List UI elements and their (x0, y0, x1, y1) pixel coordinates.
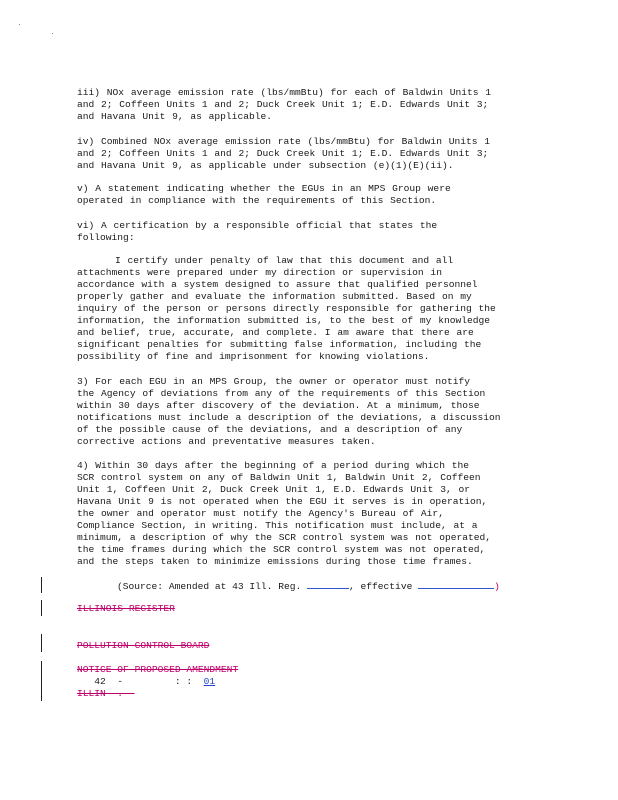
text-line: within 30 days after discovery of the deviation. At a minimum, those (77, 400, 480, 411)
revision-bar (41, 634, 42, 652)
struck-header-board: POLLUTION CONTROL BOARD (77, 640, 210, 651)
notice-fragment (77, 676, 215, 688)
effective-label: , effective (349, 581, 413, 592)
text-line: and 2; Coffeen Units 1 and 2; Duck Creek Unit 1; E.D. Edwards Unit 3; (77, 99, 489, 110)
text-line: I certify under penalty of law that this document and all (115, 255, 454, 266)
scan-speck (19, 24, 20, 25)
text-line: Unit 1, Coffeen Unit 2, Duck Creek Unit 1, E.D. Edwards Unit 3, or (77, 484, 470, 495)
text-line: the Agency of deviations from any of the requirements of this Section (77, 388, 486, 399)
text-line: v) A statement indicating whether the EGUs in an MPS Group were (77, 183, 451, 194)
notice-fragment-text: 42 - : : (77, 676, 204, 687)
text-line: the owner and operator must notify the Agency's Bureau of Air, (77, 508, 444, 519)
text-line: properly gather and evaluate the information submitted. Based on my (77, 291, 472, 302)
text-line: and Havana Unit 9, as applicable under subsection (e)(1)(E)(ii). (77, 160, 454, 171)
text-line: Havana Unit 9 is not operated when the EGU it serves is in operation, (77, 496, 488, 507)
text-line: and Havana Unit 9, as applicable. (77, 111, 272, 122)
revision-bar (41, 600, 42, 616)
text-line: attachments were prepared under my direction or supervision in (77, 267, 442, 278)
text-line: significant penalties for submitting false information, including the (77, 339, 482, 350)
text-line: and belief, true, accurate, and complete. I am aware that there are (77, 327, 474, 338)
notice-fragment-blue: 01 (203, 676, 216, 687)
text-line: corrective actions and preventative measures taken. (77, 436, 376, 447)
text-line: inquiry of the person or persons directly responsible for gathering the (77, 303, 496, 314)
para-v (77, 183, 539, 207)
certification-statement (77, 255, 539, 363)
source-label: (Source: Amended at 43 Ill. Reg. (117, 581, 302, 592)
text-line: iv) Combined NOx average emission rate (lbs/mmBtu) for Baldwin Units 1 (77, 136, 491, 147)
text-line: of the possible cause of the deviations, and a description of any (77, 424, 463, 435)
text-line: minimum, a description of why the SCR control system was not operated, (77, 532, 492, 543)
text-line: and the steps taken to minimize emissions during those time frames. (77, 556, 473, 567)
text-line: and 2; Coffeen Units 1 and 2; Duck Creek Unit 1; E.D. Edwards Unit 3; (77, 148, 489, 159)
text-line: 3) For each EGU in an MPS Group, the owner or operator must notify (77, 376, 470, 387)
para-vi (77, 220, 539, 244)
text-line: Compliance Section, in writing. This notification must include, at a (77, 520, 478, 531)
struck-header-register: ILLINOIS REGISTER (77, 603, 175, 614)
scan-speck (52, 33, 53, 34)
text-line: vi) A certification by a responsible official that states the (77, 220, 438, 231)
reg-blank (307, 578, 349, 589)
text-line: following: (77, 232, 135, 243)
text-line: the time frames during which the SCR control system was not operated, (77, 544, 486, 555)
text-line: notifications must include a description of the deviations, a discussion (77, 412, 501, 423)
close-paren: ) (494, 581, 500, 592)
item-3 (77, 376, 539, 448)
para-iii (77, 87, 539, 123)
text-line: iii) NOx average emission rate (lbs/mmBtu) for each of Baldwin Units 1 (77, 87, 492, 98)
source-note (117, 578, 500, 593)
item-4 (77, 460, 539, 568)
effective-blank (418, 578, 494, 589)
struck-header-notice: NOTICE OF PROPOSED AMENDMENT (77, 664, 239, 675)
text-line: 4) Within 30 days after the beginning of a period during which the (77, 460, 469, 471)
struck-tail: ILLIN . (77, 688, 135, 699)
revision-bar (41, 661, 42, 701)
text-line: accordance with a system designed to assure that qualified personnel (77, 279, 478, 290)
text-line: possibility of fine and imprisonment for knowing violations. (77, 351, 430, 362)
text-line: operated in compliance with the requirements of this Section. (77, 195, 437, 206)
text-line: information, the information submitted is, to the best of my knowledge (77, 315, 491, 326)
text-line: SCR control system on any of Baldwin Unit 1, Baldwin Unit 2, Coffeen (77, 472, 481, 483)
revision-bar (41, 577, 42, 593)
para-iv (77, 136, 539, 172)
